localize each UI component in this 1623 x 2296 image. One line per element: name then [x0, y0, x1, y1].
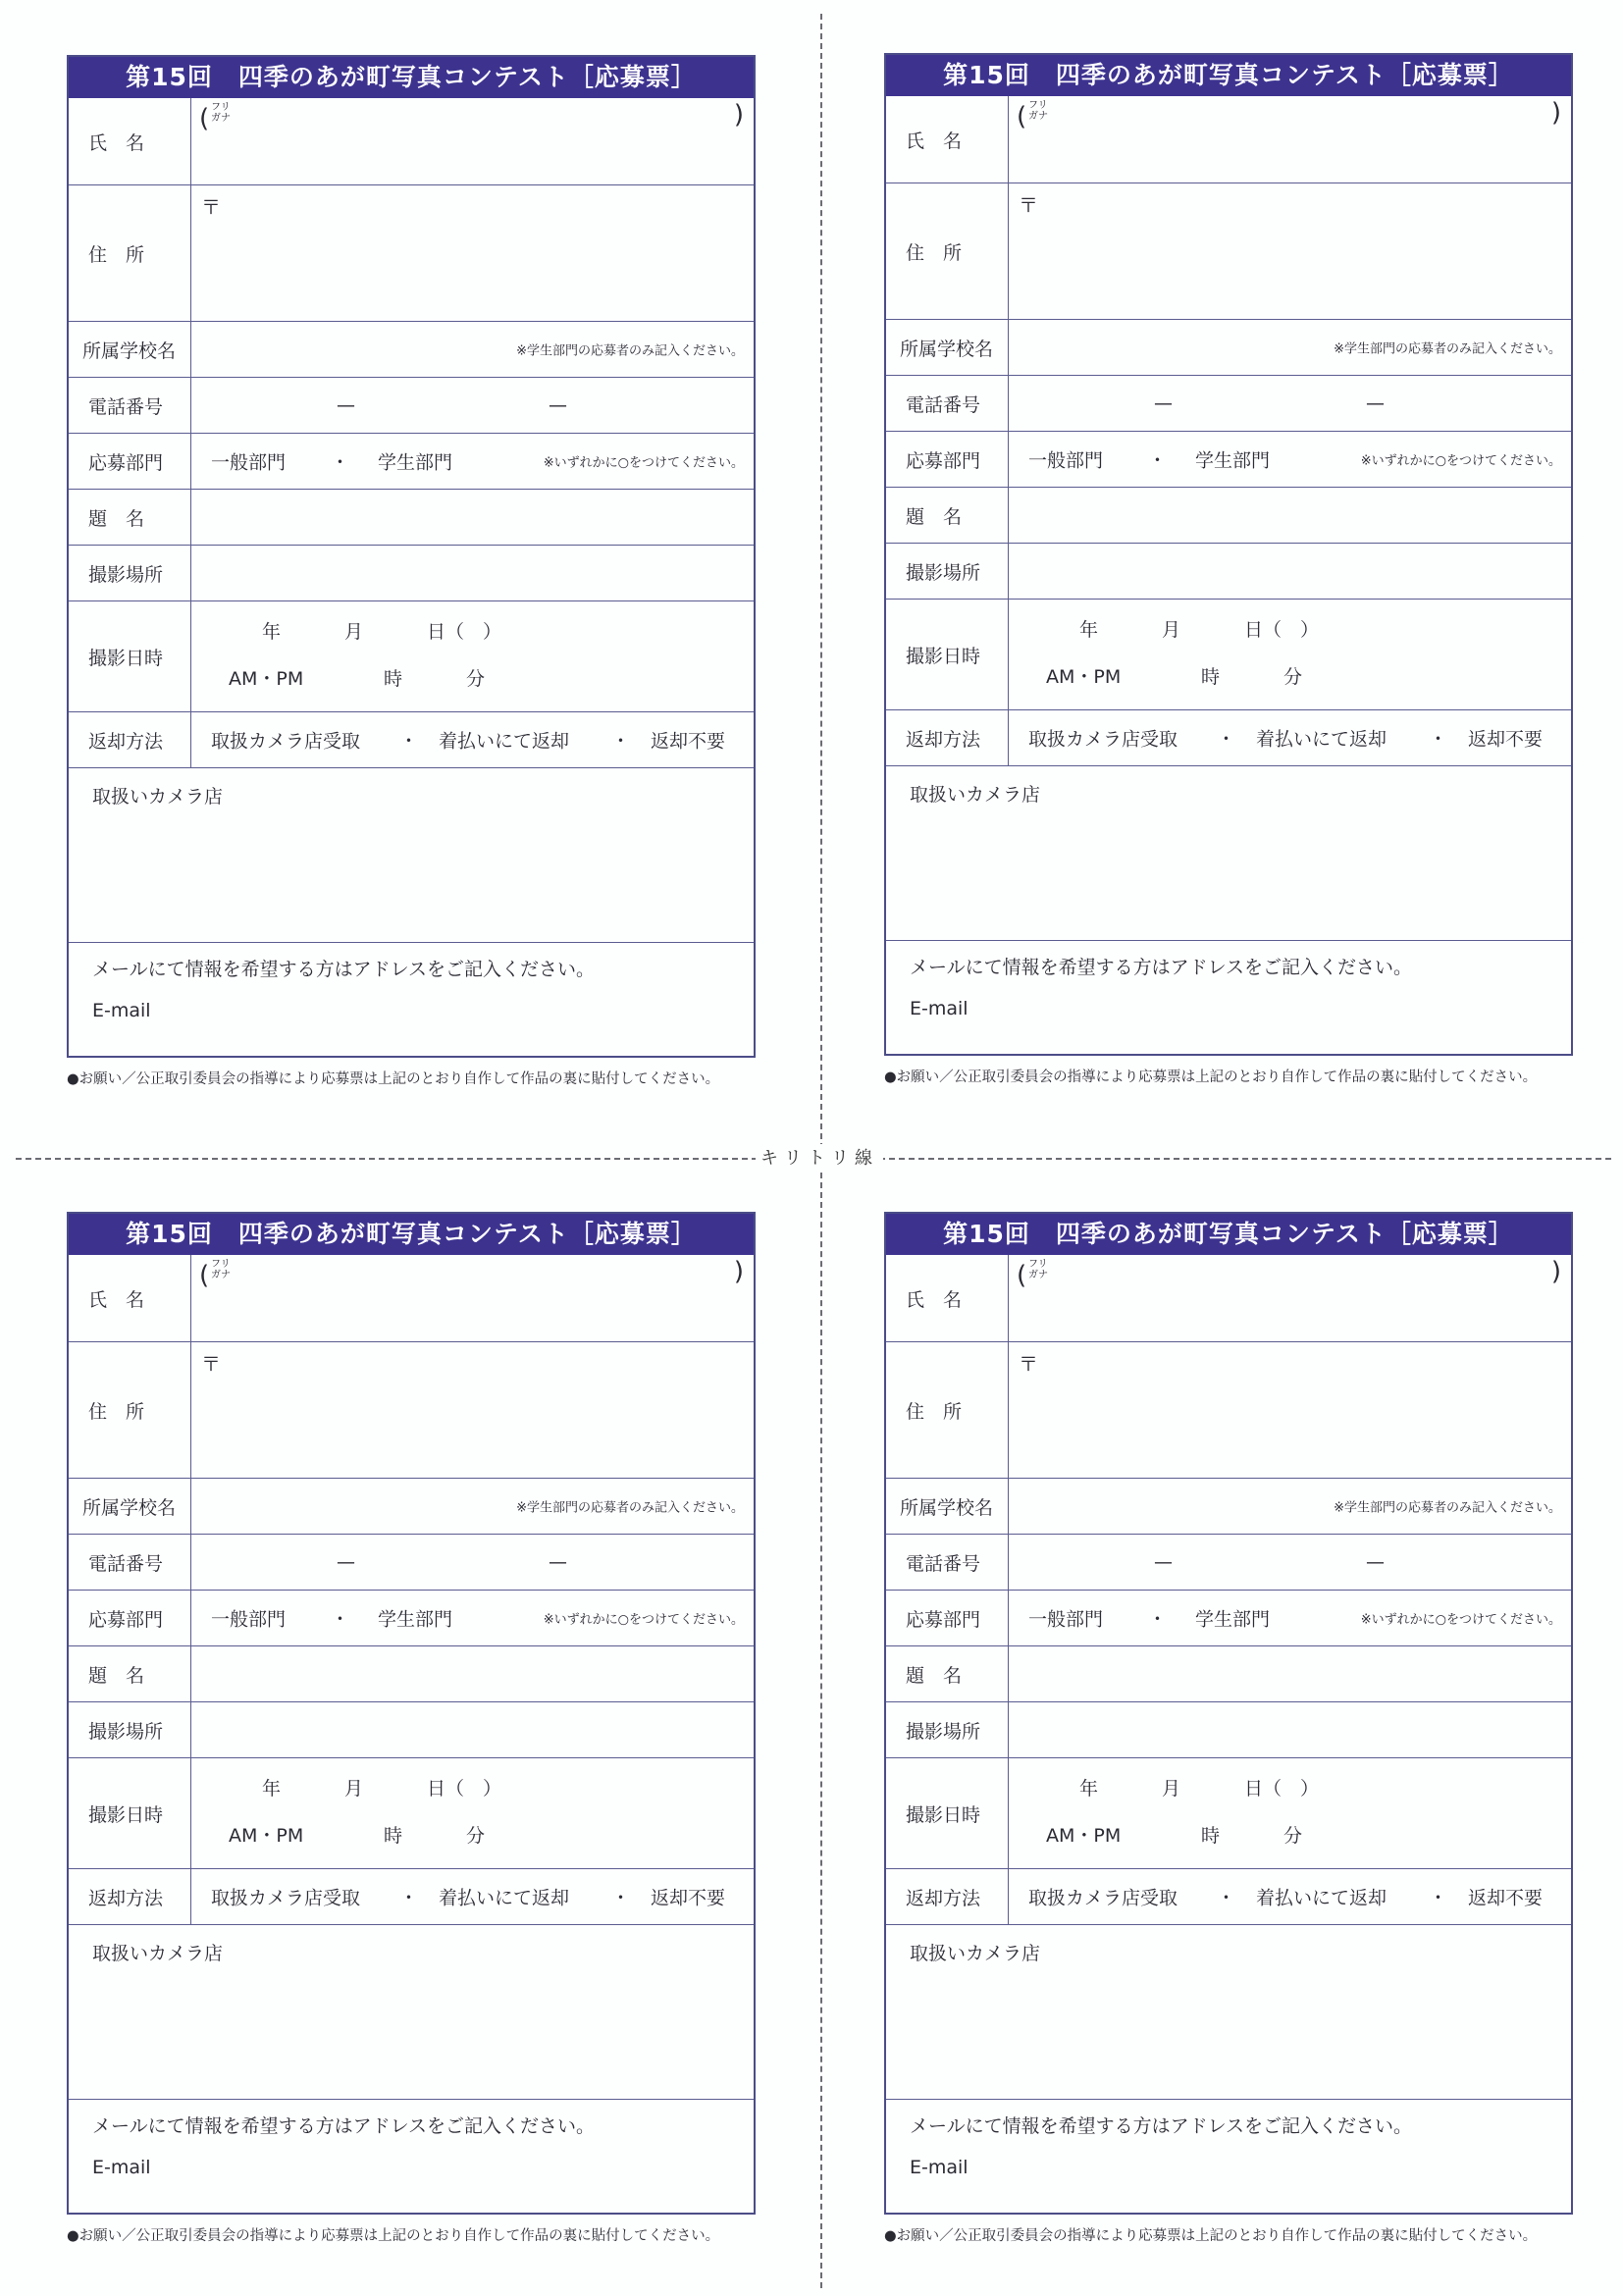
camera-shop-field[interactable]	[886, 766, 1571, 940]
form-footer-note: ●お願い／公正取引委員会の指導により応募票は上記のとおり自作して作品の裏に貼付してください。	[884, 1070, 1538, 1085]
category-student-option[interactable]: 学生部門	[378, 1608, 453, 1631]
datetime-row	[69, 600, 754, 711]
furigana-label: フリ ガナ	[211, 102, 231, 124]
school-note: ※学生部門の応募者のみ記入ください。	[516, 1500, 744, 1516]
category-separator: ・	[1148, 449, 1168, 472]
work-title-label: 題 名	[69, 490, 191, 545]
email-label: E-mail	[910, 2157, 969, 2178]
hour-unit: 時	[384, 668, 403, 690]
phone-field[interactable]	[191, 1535, 754, 1590]
category-general-option[interactable]: 一般部門	[211, 1608, 287, 1631]
email-note: メールにて情報を希望する方はアドレスをご記入ください。	[92, 959, 596, 980]
category-general-option[interactable]: 一般部門	[1028, 1608, 1104, 1631]
datetime-row	[69, 1757, 754, 1868]
work-title-label: 題 名	[886, 1646, 1009, 1701]
location-label: 撮影場所	[69, 546, 191, 600]
furigana-label: フリ ガナ	[1028, 100, 1048, 122]
email-field[interactable]	[69, 2100, 754, 2213]
year-unit: 年	[262, 621, 282, 643]
address-field[interactable]	[191, 1342, 754, 1478]
day-unit: 日（ ）	[1244, 619, 1320, 641]
return-row	[69, 711, 754, 767]
address-field[interactable]	[191, 185, 754, 321]
phone-label: 電話番号	[886, 376, 1009, 431]
school-note: ※学生部門の応募者のみ記入ください。	[1334, 1500, 1561, 1516]
email-label: E-mail	[92, 2157, 151, 2178]
category-general-option[interactable]: 一般部門	[1028, 449, 1104, 472]
return-option-cod[interactable]: 着払いにて返却	[1256, 1887, 1387, 1909]
hour-unit: 時	[1201, 1825, 1221, 1847]
email-row	[69, 942, 754, 1056]
return-row	[886, 1868, 1571, 1924]
school-row	[886, 1478, 1571, 1534]
datetime-field[interactable]	[1009, 1758, 1571, 1868]
name-field[interactable]	[191, 98, 754, 184]
day-unit: 日（ ）	[427, 621, 502, 643]
entry-form-box	[884, 53, 1573, 1056]
category-label: 応募部門	[886, 1591, 1009, 1645]
furigana-close-paren: )	[1550, 1257, 1561, 1286]
return-field[interactable]	[1009, 1869, 1571, 1924]
address-row	[886, 1341, 1571, 1478]
address-label: 住 所	[69, 185, 191, 321]
datetime-label: 撮影日時	[886, 1758, 1009, 1868]
work-title-row	[69, 1645, 754, 1701]
return-row	[69, 1868, 754, 1924]
camera-shop-row	[69, 1924, 754, 2099]
cut-line-label: キリトリ線	[756, 1144, 883, 1170]
form-title: 第15回 四季のあが町写真コンテスト［応募票］	[886, 55, 1571, 96]
return-option-cod[interactable]: 着払いにて返却	[439, 1887, 570, 1909]
return-field[interactable]	[191, 1869, 754, 1924]
furigana-open-paren: (	[1017, 102, 1027, 131]
phone-separator: —	[337, 1551, 355, 1573]
name-row	[69, 1255, 754, 1341]
address-field[interactable]	[1009, 183, 1571, 319]
location-field[interactable]	[1009, 544, 1571, 599]
location-row	[886, 1701, 1571, 1757]
work-title-field[interactable]	[1009, 488, 1571, 543]
year-unit: 年	[1079, 619, 1099, 641]
category-separator: ・	[1148, 1608, 1168, 1631]
form-footer-note: ●お願い／公正取引委員会の指導により応募票は上記のとおり自作して作品の裏に貼付してください。	[67, 2228, 720, 2244]
school-note: ※学生部門の応募者のみ記入ください。	[1334, 341, 1561, 357]
return-separator: ・	[611, 730, 631, 753]
return-label: 返却方法	[69, 712, 191, 767]
ampm-option[interactable]: AM・PM	[1046, 1825, 1122, 1847]
address-row	[886, 183, 1571, 319]
school-note: ※学生部門の応募者のみ記入ください。	[516, 343, 744, 359]
month-unit: 月	[1162, 619, 1181, 641]
name-field[interactable]	[1009, 96, 1571, 183]
year-unit: 年	[1079, 1778, 1099, 1800]
school-row	[69, 1478, 754, 1534]
address-label: 住 所	[886, 1342, 1009, 1478]
category-field[interactable]	[191, 434, 754, 489]
datetime-label: 撮影日時	[69, 1758, 191, 1868]
furigana-open-paren: (	[199, 1261, 210, 1290]
return-option-none[interactable]: 返却不要	[1468, 1887, 1544, 1909]
email-label: E-mail	[910, 998, 969, 1019]
return-option-none[interactable]: 返却不要	[1468, 728, 1544, 751]
year-unit: 年	[262, 1778, 282, 1800]
location-field[interactable]	[191, 1702, 754, 1757]
category-label: 応募部門	[69, 434, 191, 489]
location-label: 撮影場所	[886, 544, 1009, 599]
camera-shop-row	[886, 1924, 1571, 2099]
school-label: 所属学校名	[886, 1479, 1009, 1534]
category-field[interactable]	[1009, 432, 1571, 487]
minute-unit: 分	[1283, 1825, 1303, 1847]
phone-separator: —	[549, 394, 567, 416]
phone-label: 電話番号	[886, 1535, 1009, 1590]
return-separator: ・	[1429, 1887, 1448, 1909]
phone-separator: —	[1366, 1551, 1385, 1573]
hour-unit: 時	[384, 1825, 403, 1847]
school-label: 所属学校名	[69, 1479, 191, 1534]
form-title: 第15回 四季のあが町写真コンテスト［応募票］	[69, 57, 754, 98]
return-option-cod[interactable]: 着払いにて返却	[439, 730, 570, 753]
furigana-label: フリ ガナ	[1028, 1259, 1048, 1280]
work-title-row	[886, 487, 1571, 543]
month-unit: 月	[344, 1778, 364, 1800]
return-row	[886, 709, 1571, 765]
phone-label: 電話番号	[69, 378, 191, 433]
return-separator: ・	[611, 1887, 631, 1909]
datetime-row	[886, 1757, 1571, 1868]
return-label: 返却方法	[886, 1869, 1009, 1924]
entry-form-box	[67, 55, 756, 1058]
name-field[interactable]	[1009, 1255, 1571, 1341]
email-field[interactable]	[886, 941, 1571, 1054]
category-label: 応募部門	[69, 1591, 191, 1645]
category-note: ※いずれかに○をつけてください。	[543, 1612, 744, 1628]
email-row	[69, 2099, 754, 2213]
return-separator: ・	[399, 1887, 419, 1909]
category-student-option[interactable]: 学生部門	[378, 451, 453, 474]
phone-row	[886, 1534, 1571, 1590]
month-unit: 月	[1162, 1778, 1181, 1800]
return-label: 返却方法	[69, 1869, 191, 1924]
category-row	[886, 431, 1571, 487]
return-separator: ・	[1429, 728, 1448, 751]
return-field[interactable]	[191, 712, 754, 767]
location-field[interactable]	[1009, 1702, 1571, 1757]
phone-separator: —	[1154, 1551, 1173, 1573]
school-row	[886, 319, 1571, 375]
hour-unit: 時	[1201, 666, 1221, 688]
location-row	[69, 1701, 754, 1757]
form-footer-note: ●お願い／公正取引委員会の指導により応募票は上記のとおり自作して作品の裏に貼付してください。	[884, 2228, 1538, 2244]
form-title: 第15回 四季のあが町写真コンテスト［応募票］	[69, 1214, 754, 1255]
entry-form-box	[884, 1212, 1573, 2215]
entry-form-bottom-left	[67, 1212, 756, 2245]
postal-mark: 〒	[1019, 1352, 1038, 1376]
datetime-label: 撮影日時	[69, 601, 191, 711]
work-title-field[interactable]	[191, 1646, 754, 1701]
phone-separator: —	[1366, 392, 1385, 414]
address-row	[69, 1341, 754, 1478]
name-row	[886, 96, 1571, 183]
name-label: 氏 名	[69, 1255, 191, 1341]
phone-field[interactable]	[1009, 376, 1571, 431]
return-separator: ・	[1217, 1887, 1236, 1909]
phone-row	[69, 377, 754, 433]
category-separator: ・	[331, 1608, 350, 1631]
minute-unit: 分	[466, 668, 486, 690]
camera-shop-label: 取扱いカメラ店	[910, 1943, 1041, 1964]
category-note: ※いずれかに○をつけてください。	[543, 455, 744, 471]
email-note: メールにて情報を希望する方はアドレスをご記入ください。	[910, 2115, 1413, 2137]
minute-unit: 分	[466, 1825, 486, 1847]
camera-shop-label: 取扱いカメラ店	[910, 784, 1041, 806]
location-row	[69, 545, 754, 600]
camera-shop-label: 取扱いカメラ店	[92, 786, 224, 808]
ampm-option[interactable]: AM・PM	[1046, 666, 1122, 688]
phone-separator: —	[1154, 392, 1173, 414]
phone-row	[69, 1534, 754, 1590]
day-unit: 日（ ）	[1244, 1778, 1320, 1800]
work-title-label: 題 名	[886, 488, 1009, 543]
minute-unit: 分	[1283, 666, 1303, 688]
datetime-row	[886, 599, 1571, 709]
return-option-none[interactable]: 返却不要	[651, 730, 726, 753]
category-field[interactable]	[191, 1591, 754, 1645]
address-label: 住 所	[886, 183, 1009, 319]
furigana-label: フリ ガナ	[211, 1259, 231, 1280]
entry-form-box	[67, 1212, 756, 2215]
category-row	[69, 1590, 754, 1645]
month-unit: 月	[344, 621, 364, 643]
address-label: 住 所	[69, 1342, 191, 1478]
email-note: メールにて情報を希望する方はアドレスをご記入ください。	[910, 957, 1413, 978]
category-row	[69, 433, 754, 489]
datetime-field[interactable]	[191, 1758, 754, 1868]
work-title-field[interactable]	[191, 490, 754, 545]
postal-mark: 〒	[1019, 193, 1038, 217]
location-field[interactable]	[191, 546, 754, 600]
category-label: 応募部門	[886, 432, 1009, 487]
datetime-label: 撮影日時	[886, 600, 1009, 709]
return-option-shop[interactable]: 取扱カメラ店受取	[1028, 728, 1178, 751]
category-student-option[interactable]: 学生部門	[1195, 449, 1271, 472]
email-field[interactable]	[886, 2100, 1571, 2213]
ampm-option[interactable]: AM・PM	[229, 1825, 304, 1847]
return-option-shop[interactable]: 取扱カメラ店受取	[1028, 1887, 1178, 1909]
furigana-close-paren: )	[1550, 98, 1561, 128]
furigana-close-paren: )	[733, 1257, 744, 1286]
location-label: 撮影場所	[886, 1702, 1009, 1757]
email-note: メールにて情報を希望する方はアドレスをご記入ください。	[92, 2115, 596, 2137]
return-option-none[interactable]: 返却不要	[651, 1887, 726, 1909]
postal-mark: 〒	[201, 1352, 221, 1376]
phone-label: 電話番号	[69, 1535, 191, 1590]
location-row	[886, 543, 1571, 599]
school-field[interactable]	[1009, 320, 1571, 375]
school-field[interactable]	[1009, 1479, 1571, 1534]
camera-shop-row	[69, 767, 754, 942]
datetime-field[interactable]	[1009, 600, 1571, 709]
name-label: 氏 名	[886, 96, 1009, 183]
furigana-close-paren: )	[733, 100, 744, 130]
entry-form-bottom-right	[884, 1212, 1573, 2245]
work-title-row	[69, 489, 754, 545]
name-label: 氏 名	[69, 98, 191, 184]
school-row	[69, 321, 754, 377]
location-label: 撮影場所	[69, 1702, 191, 1757]
work-title-label: 題 名	[69, 1646, 191, 1701]
category-separator: ・	[331, 451, 350, 474]
school-label: 所属学校名	[69, 322, 191, 377]
phone-separator: —	[549, 1551, 567, 1573]
return-label: 返却方法	[886, 710, 1009, 765]
entry-form-top-left	[67, 55, 756, 1088]
camera-shop-row	[886, 765, 1571, 940]
camera-shop-label: 取扱いカメラ店	[92, 1943, 224, 1964]
email-label: E-mail	[92, 1000, 151, 1021]
postal-mark: 〒	[201, 195, 221, 219]
work-title-field[interactable]	[1009, 1646, 1571, 1701]
phone-row	[886, 375, 1571, 431]
phone-field[interactable]	[1009, 1535, 1571, 1590]
category-row	[886, 1590, 1571, 1645]
day-unit: 日（ ）	[427, 1778, 502, 1800]
return-option-shop[interactable]: 取扱カメラ店受取	[211, 730, 361, 753]
school-label: 所属学校名	[886, 320, 1009, 375]
phone-separator: —	[337, 394, 355, 416]
form-footer-note: ●お願い／公正取引委員会の指導により応募票は上記のとおり自作して作品の裏に貼付してください。	[67, 1071, 720, 1087]
datetime-field[interactable]	[191, 601, 754, 711]
camera-shop-field[interactable]	[69, 1925, 754, 2099]
category-note: ※いずれかに○をつけてください。	[1360, 1612, 1561, 1628]
entry-form-top-right	[884, 53, 1573, 1086]
phone-field[interactable]	[191, 378, 754, 433]
return-field[interactable]	[1009, 710, 1571, 765]
name-field[interactable]	[191, 1255, 754, 1341]
category-field[interactable]	[1009, 1591, 1571, 1645]
return-separator: ・	[399, 730, 419, 753]
camera-shop-field[interactable]	[69, 768, 754, 942]
address-field[interactable]	[1009, 1342, 1571, 1478]
category-note: ※いずれかに○をつけてください。	[1360, 453, 1561, 469]
school-field[interactable]	[191, 1479, 754, 1534]
name-row	[69, 98, 754, 184]
email-row	[886, 940, 1571, 1054]
work-title-row	[886, 1645, 1571, 1701]
furigana-open-paren: (	[199, 104, 210, 133]
address-row	[69, 184, 754, 321]
category-general-option[interactable]: 一般部門	[211, 451, 287, 474]
camera-shop-field[interactable]	[886, 1925, 1571, 2099]
return-option-cod[interactable]: 着払いにて返却	[1256, 728, 1387, 751]
form-title: 第15回 四季のあが町写真コンテスト［応募票］	[886, 1214, 1571, 1255]
return-option-shop[interactable]: 取扱カメラ店受取	[211, 1887, 361, 1909]
school-field[interactable]	[191, 322, 754, 377]
ampm-option[interactable]: AM・PM	[229, 668, 304, 690]
name-label: 氏 名	[886, 1255, 1009, 1341]
email-field[interactable]	[69, 943, 754, 1056]
category-student-option[interactable]: 学生部門	[1195, 1608, 1271, 1631]
name-row	[886, 1255, 1571, 1341]
return-separator: ・	[1217, 728, 1236, 751]
email-row	[886, 2099, 1571, 2213]
furigana-open-paren: (	[1017, 1261, 1027, 1290]
